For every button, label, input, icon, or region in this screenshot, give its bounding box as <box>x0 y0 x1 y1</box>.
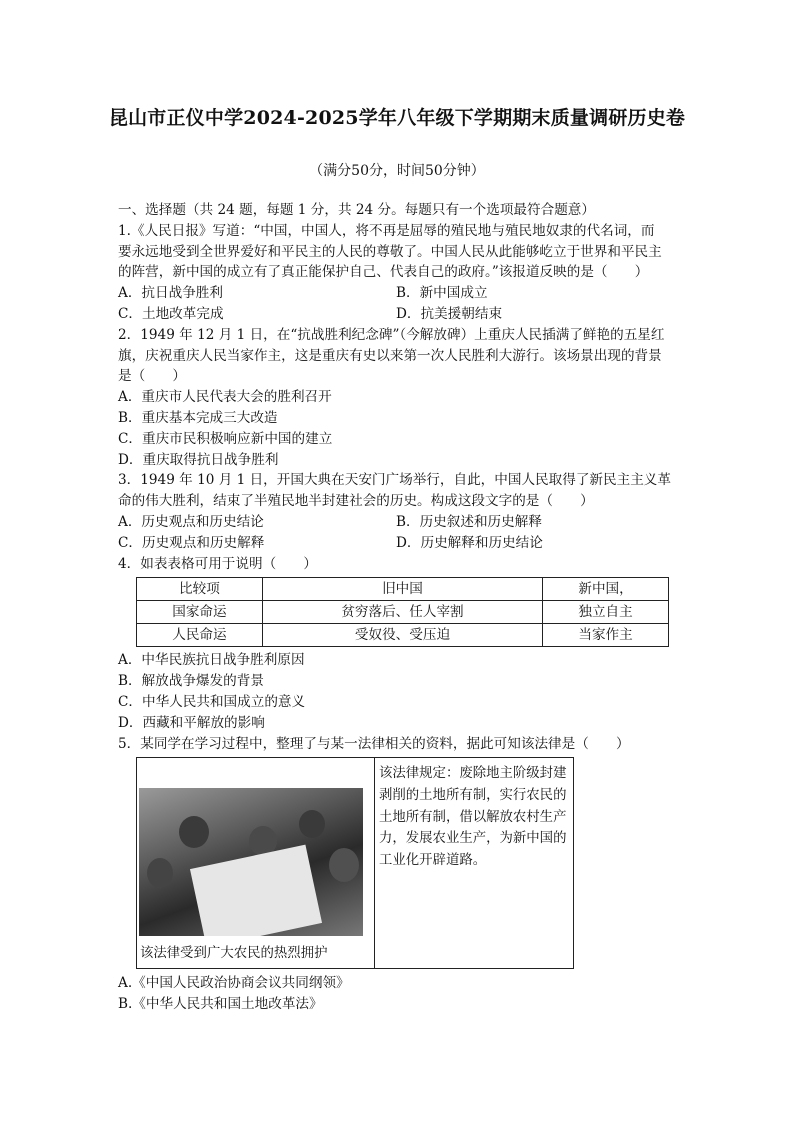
q2-option-c: C．重庆市民积极响应新中国的建立 <box>118 430 333 447</box>
q5-photo-cell <box>137 758 375 968</box>
q2-stem-line: 2．1949 年 12 月 1 日，在“抗战胜利纪念碑”（今解放碑）上重庆人民插满了鲜艳的五星红 <box>118 326 665 343</box>
q4-option-b: B．解放战争爆发的背景 <box>118 673 264 690</box>
table-row <box>137 624 669 647</box>
q1-stem-line: 要永远地受到全世界爱好和平民主的人民的尊敬了。中国人民从此能够屹立于世界和平民主 <box>118 243 662 260</box>
section-heading: 一、选择题（共 24 题，每题 1 分，共 24 分。每题只有一个选项最符合题意） <box>118 202 595 218</box>
table-cell: 受奴役、受压迫 <box>262 624 542 647</box>
question-4 <box>118 554 674 734</box>
table-header-row <box>137 578 669 601</box>
q5-option-a: A.《中国人民政治协商会议共同纲领》 <box>118 975 350 992</box>
q5-material-box <box>136 757 574 969</box>
question-5 <box>118 734 674 1015</box>
q3-options-row <box>118 512 674 533</box>
q1-option-d: D．抗美援朝结束 <box>396 305 503 322</box>
exam-subtitle: （满分50分，时间50分钟） <box>309 163 485 179</box>
table-header-cell: 旧中国 <box>262 578 542 601</box>
law-text-line: 该法律规定：废除地主阶级封建 <box>379 766 567 782</box>
q1-option-c: C．土地改革完成 <box>118 305 224 322</box>
q4-option-c: C．中华人民共和国成立的意义 <box>118 693 306 710</box>
exam-content <box>118 200 674 1015</box>
historical-photo <box>139 788 363 936</box>
q3-options-row <box>118 533 674 554</box>
q1-option-a: A．抗日战争胜利 <box>118 285 223 302</box>
q3-option-c: C．历史观点和历史解释 <box>118 534 265 551</box>
q4-option-d: D．西藏和平解放的影响 <box>118 714 265 731</box>
q2-option-b: B．重庆基本完成三大改造 <box>118 409 278 426</box>
q3-option-b: B．历史叙述和历史解释 <box>396 513 542 530</box>
q3-stem-line: 3．1949 年 10 月 1 日，开国大典在天安门广场举行，自此，中国人民取得了新民主主义革 <box>118 472 671 489</box>
table-header-cell: 比较项 <box>137 578 263 601</box>
q5-law-text <box>375 758 573 968</box>
table-cell: 当家作主 <box>543 624 669 647</box>
table-cell: 人民命运 <box>137 624 263 647</box>
photo-caption: 该法律受到广大农民的热烈拥护 <box>140 945 328 961</box>
q4-stem: 4．如表表格可用于说明（ ） <box>118 555 317 572</box>
q5-stem: 5．某同学在学习过程中，整理了与某一法律相关的资料，据此可知该法律是（ ） <box>118 735 630 752</box>
table-cell: 贫穷落后、任人宰割 <box>262 601 542 624</box>
q1-stem-line: 1.《人民日报》写道：“中国，中国人，将不再是屈辱的殖民地与殖民地奴隶的代名词，而 <box>118 222 655 239</box>
q2-option-d: D．重庆取得抗日战争胜利 <box>118 451 279 468</box>
q2-stem-line: 旗，庆祝重庆人民当家作主，这是重庆有史以来第一次人民胜利大游行。该场景出现的背景 <box>118 347 662 364</box>
exam-title: 昆山市正仪中学2024-2025学年八年级下学期期末质量调研历史卷 <box>108 107 686 129</box>
q2-option-a: A．重庆市人民代表大会的胜利召开 <box>118 389 332 406</box>
law-text-line: 工业化开辟道路。 <box>379 852 487 868</box>
q5-option-b: B.《中华人民共和国土地改革法》 <box>118 996 323 1013</box>
law-text-line: 剥削的土地所有制，实行农民的 <box>379 787 567 803</box>
table-row <box>137 601 669 624</box>
question-3 <box>118 470 674 553</box>
q3-option-d: D．历史解释和历史结论 <box>396 534 543 551</box>
question-1 <box>118 221 674 325</box>
q1-options-row <box>118 304 674 325</box>
law-text-line: 土地所有制，借以解放农村生产 <box>379 809 567 825</box>
law-text-line: 力，发展农业生产，为新中国的 <box>379 831 567 847</box>
q3-stem-line: 命的伟大胜利，结束了半殖民地半封建社会的历史。构成这段文字的是（ ） <box>118 493 594 510</box>
q4-option-a: A．中华民族抗日战争胜利原因 <box>118 652 305 669</box>
q3-option-a: A．历史观点和历史结论 <box>118 513 264 530</box>
q1-option-b: B．新中国成立 <box>396 285 488 302</box>
table-header-cell: 新中国， <box>543 578 669 601</box>
table-cell: 国家命运 <box>137 601 263 624</box>
comparison-table <box>136 577 669 647</box>
q1-options-row <box>118 283 674 304</box>
q2-stem-line: 是（ ） <box>118 368 186 385</box>
question-2 <box>118 325 674 471</box>
q1-stem-line: 的阵营，新中国的成立有了真正能保护自己、代表自己的政府。”该报道反映的是（ ） <box>118 264 649 281</box>
table-cell: 独立自主 <box>543 601 669 624</box>
